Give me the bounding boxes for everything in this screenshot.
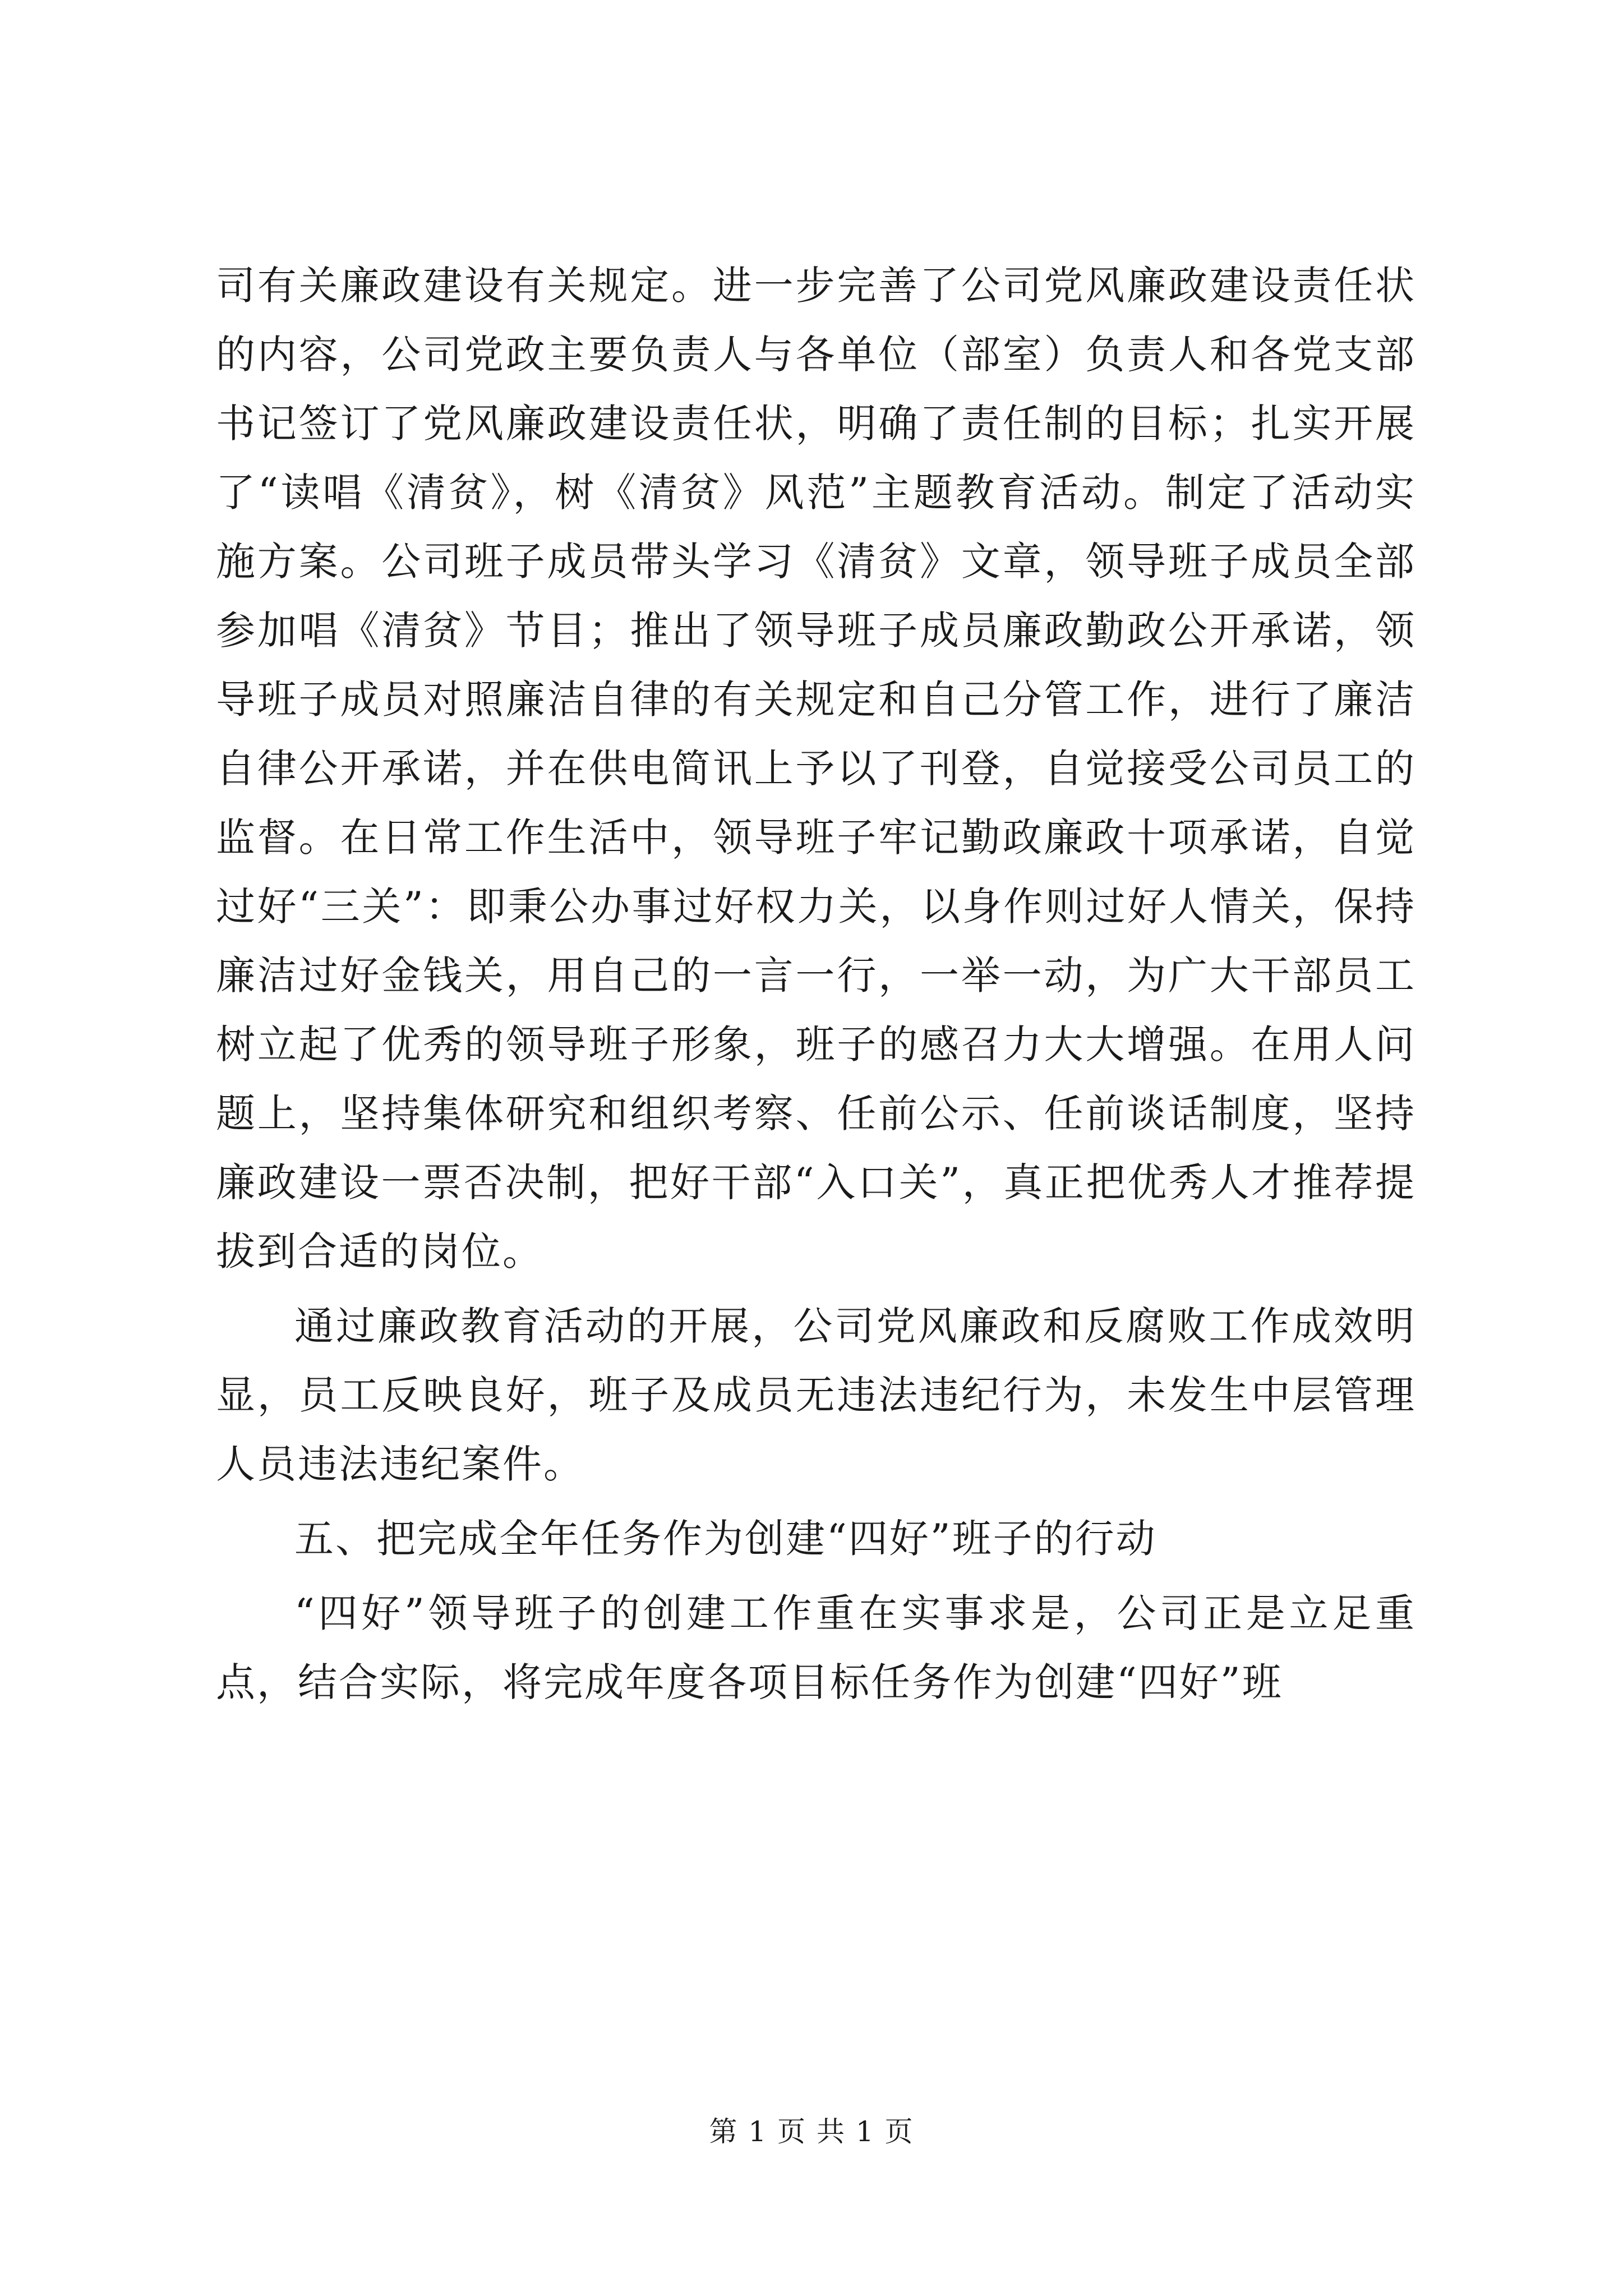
paragraph-anti-corruption-results: 通过廉政教育活动的开展，公司党风廉政和反腐败工作成效明显，员工反映良好，班子及成员无违法违纪行为，未发生中层管理人员违法违纪案件。: [216, 1303, 1416, 1487]
paragraph-continuation: 司有关廉政建设有关规定。进一步完善了公司党风廉政建设责任状的内容，公司党政主要负责人与各单位（部室）负责人和各党支部书记签订了党风廉政建设责任状，明确了责任制的目标；扎实开展了“读唱《清贫》，树《清贫》风范”主题教育活动。制定了活动实施方案。公司班子成员带头学习《清贫》文章，领导班子成员全部参加唱《清贫》节目；推出了领导班子成员廉政勤政公开承诺，领导班子成员对照廉洁自律的有关规定和自己分管工作，进行了廉洁自律公开承诺，并在供电简讯上予以了刊登，自觉接受公司员工的监督。在日常工作生活中，领导班子牢记勤政廉政十项承诺，自觉过好“三关”：即秉公办事过好权力关，以身作则过好人情关，保持廉洁过好金钱关，用自己的一言一行，一举一动，为广大干部员工树立起了优秀的领导班子形象，班子的感召力大大增强。在用人问题上，坚持集体研究和组织考察、任前公示、任前谈话制度，坚持廉政建设一票否决制，把好干部“入口关”，真正把优秀人才推荐提拔到合适的岗位。: [216, 263, 1416, 1274]
section-heading-five: 五、把完成全年任务作为创建“四好”班子的行动: [294, 1516, 1157, 1562]
page-footer: 第 1 页 共 1 页: [709, 2115, 914, 2148]
paragraph-four-good-team: “四好”领导班子的创建工作重在实事求是，公司正是立足重点，结合实际，将完成年度各项目标任务作为创建“四好”班: [216, 1590, 1416, 1705]
document-body: [216, 251, 1416, 1717]
